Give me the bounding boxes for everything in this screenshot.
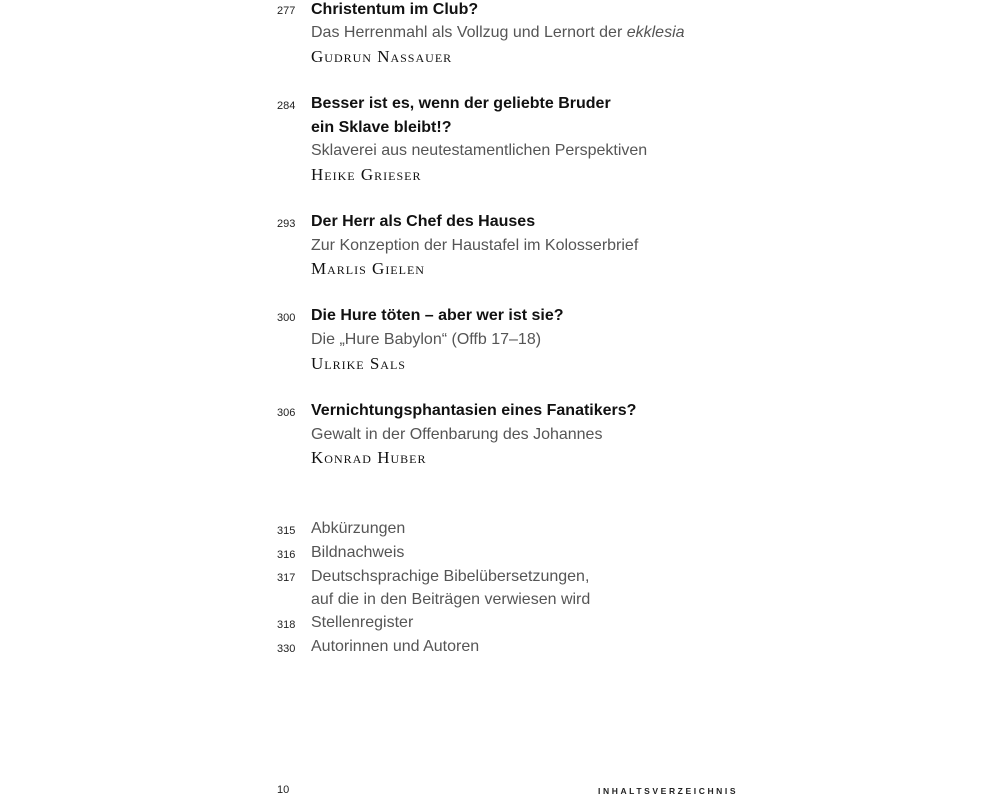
page-number: 284: [277, 100, 296, 112]
page-number: 300: [277, 312, 296, 324]
page-number: 316: [277, 549, 296, 561]
article-subtitle: Die „Hure Babylon“ (Offb 17–18): [311, 331, 542, 348]
page-number: 315: [277, 525, 296, 537]
article-author: Ulrike Sals: [311, 354, 406, 373]
appendix-label: Stellenregister: [311, 614, 414, 631]
article-title-continued: ein Sklave bleibt!?: [311, 119, 452, 136]
article-author: Marlis Gielen: [311, 259, 425, 278]
appendix-label-continued: auf die in den Beiträgen verwiesen wird: [311, 591, 591, 608]
footer-section-title: INHALTSVERZEICHNIS: [598, 786, 739, 796]
appendix-label: Autorinnen und Autoren: [311, 638, 480, 655]
article-title: Vernichtungsphantasien eines Fanatikers?: [311, 402, 637, 419]
article-title: Die Hure töten – aber wer ist sie?: [311, 307, 564, 324]
article-subtitle: Sklaverei aus neutestamentlichen Perspektiven: [311, 142, 648, 159]
article-subtitle-italic: ekklesia: [626, 24, 685, 41]
article-title: Christentum im Club?: [311, 1, 479, 18]
article-title: Besser ist es, wenn der geliebte Bruder: [311, 95, 611, 112]
appendix-label: Abkürzungen: [311, 520, 406, 537]
page-number: 330: [277, 643, 296, 655]
appendix-label: Deutschsprachige Bibelübersetzungen,: [311, 568, 590, 585]
article-subtitle-text: Das Herrenmahl als Vollzug und Lernort der: [311, 24, 627, 41]
appendix-label: Bildnachweis: [311, 544, 405, 561]
article-subtitle: [311, 22, 685, 44]
page-number: 306: [277, 407, 296, 419]
article-author: Gudrun Nassauer: [311, 47, 453, 66]
page-number: 317: [277, 572, 296, 584]
page-number: 277: [277, 5, 296, 17]
page-number: 293: [277, 218, 296, 230]
article-title: Der Herr als Chef des Hauses: [311, 213, 536, 230]
article-author: Konrad Huber: [311, 448, 427, 467]
article-subtitle: Gewalt in der Offenbarung des Johannes: [311, 426, 603, 443]
page-number: 318: [277, 619, 296, 631]
article-subtitle: Zur Konzeption der Haustafel im Kolosserbrief: [311, 237, 639, 254]
article-author: Heike Grieser: [311, 165, 422, 184]
footer-page-number: 10: [277, 784, 290, 796]
